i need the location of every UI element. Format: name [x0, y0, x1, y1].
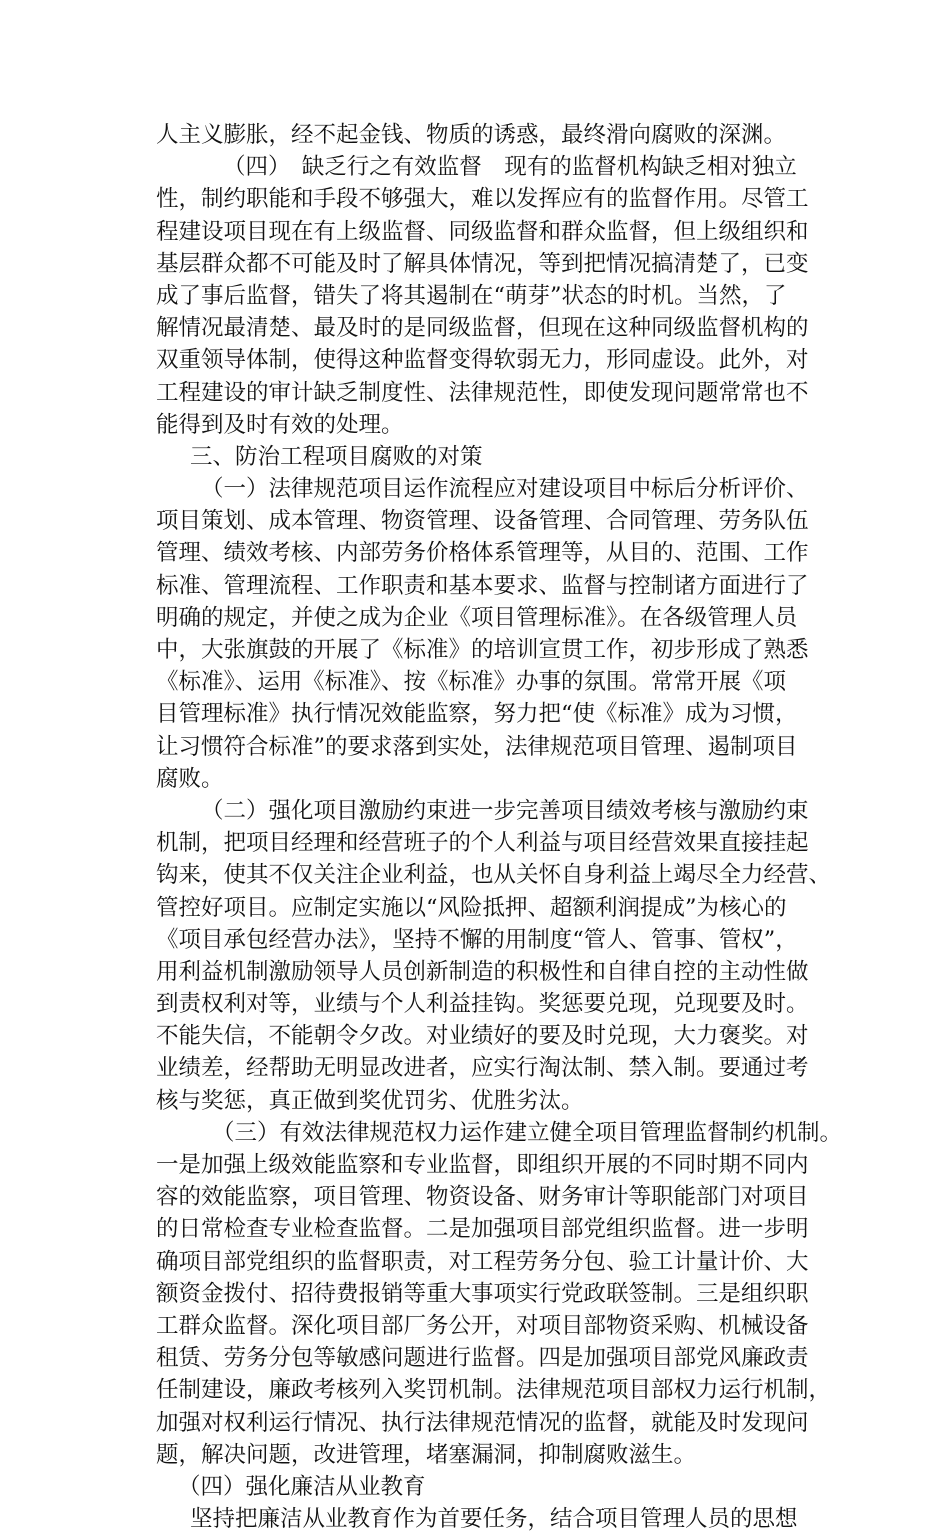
text-line: 让习惯符合标准”的要求落到实处，法律规范项目管理、遏制项目	[156, 733, 798, 760]
text-line: 任制建设，廉政考核列入奖罚机制。法律规范项目部权力运行机制，	[156, 1377, 832, 1404]
text-line: 钩来，使其不仅关注企业利益，也从关怀自身利益上竭尽全力经营、	[156, 862, 832, 889]
text-line: 成了事后监督，错失了将其遏制在“萌芽”状态的时机。当然，了	[156, 282, 787, 309]
text-line: 中，大张旗鼓的开展了《标准》的培训宣贯工作，初步形成了熟悉	[156, 637, 809, 663]
text-line: 目管理标准》执行情况效能监察，努力把“使《标准》成为习惯，	[156, 701, 798, 728]
text-line: 容的效能监察，项目管理、物资设备、财务审计等职能部门对项目	[156, 1184, 809, 1211]
text-line: 人主义膨胀，经不起金钱、物质的诱惑，最终滑向腐败的深渊。	[156, 122, 787, 148]
text-line: 一是加强上级效能监察和专业监督，即组织开展的不同时期不同内	[156, 1152, 809, 1178]
section-heading: （四）强化廉洁从业教育	[178, 1473, 426, 1500]
text-line: （一）法律规范项目运作流程应对建设项目中标后分析评价、	[201, 476, 809, 503]
text-line: 核与奖惩，真正做到奖优罚劣、优胜劣汰。	[156, 1087, 584, 1114]
text-line: 用利益机制激励领导人员创新制造的积极性和自律自控的主动性做	[156, 958, 809, 985]
text-line: 标准、管理流程、工作职责和基本要求、监督与控制诸方面进行了	[156, 572, 809, 599]
text-line: 双重领导体制，使得这种监督变得软弱无力，形同虚设。此外，对	[156, 347, 809, 374]
text-line: 不能失信，不能朝令夕改。对业绩好的要及时兑现，大力褒奖。对	[156, 1023, 809, 1050]
text-line: 解情况最清楚、最及时的是同级监督，但现在这种同级监督机构的	[156, 315, 809, 342]
document-body	[156, 119, 843, 1535]
section-heading: 三、防治工程项目腐败的对策	[190, 443, 483, 470]
text-line: 业绩差，经帮助无明显改进者，应实行淘汰制、禁入制。要通过考	[156, 1055, 809, 1082]
text-line: 额资金拨付、招待费报销等重大事项实行党政联签制。三是组织职	[156, 1280, 809, 1307]
text-line: 的日常检查专业检查监督。二是加强项目部党组织监督。进一步明	[156, 1216, 809, 1243]
text-line: 租赁、劳务分包等敏感问题进行监督。四是加强项目部党风廉政责	[156, 1345, 809, 1372]
text-line: （二）强化项目激励约束进一步完善项目绩效考核与激励约束	[201, 797, 809, 824]
text-line: 机制，把项目经理和经营班子的个人利益与项目经营效果直接挂起	[156, 830, 809, 857]
text-line: 《标准》、运用《标准》、按《标准》办事的氛围。常常开展《项	[156, 669, 787, 696]
text-line: 题，解决问题，改进管理，堵塞漏洞，抑制腐败滋生。	[156, 1441, 697, 1468]
text-line: 《项目承包经营办法》，坚持不懈的用制度“管人、管事、管权”，	[156, 926, 798, 953]
text-line: （四） 缺乏行之有效监督 现有的监督机构缺乏相对独立	[223, 154, 797, 181]
text-line: 管理、绩效考核、内部劳务价格体系管理等，从目的、范围、工作	[156, 540, 809, 567]
text-line: 加强对权利运行情况、执行法律规范情况的监督，就能及时发现问	[156, 1409, 809, 1436]
text-line: （三）有效法律规范权力运作建立健全项目管理监督制约机制。	[212, 1119, 843, 1146]
text-line: 管控好项目。应制定实施以“风险抵押、超额利润提成”为核心的	[156, 894, 787, 921]
text-line: 工程建设的审计缺乏制度性、法律规范性，即使发现问题常常也不	[156, 379, 809, 406]
text-line: 明确的规定，并使之成为企业《项目管理标准》。在各级管理人员	[156, 604, 798, 631]
text-line: 坚持把廉洁从业教育作为首要任务，结合项目管理人员的思想	[190, 1506, 798, 1533]
text-line: 程建设项目现在有上级监督、同级监督和群众监督，但上级组织和	[156, 218, 809, 245]
text-line: 工群众监督。深化项目部厂务公开，对项目部物资采购、机械设备	[156, 1312, 809, 1339]
text-line: 项目策划、成本管理、物资管理、设备管理、合同管理、劳务队伍	[156, 508, 809, 535]
text-line: 腐败。	[156, 765, 224, 792]
text-line: 到责权利对等，业绩与个人利益挂钩。奖惩要兑现，兑现要及时。	[156, 991, 809, 1018]
text-line: 性，制约职能和手段不够强大，难以发挥应有的监督作用。尽管工	[156, 186, 809, 213]
text-line: 确项目部党组织的监督职责，对工程劳务分包、验工计量计价、大	[156, 1248, 809, 1275]
text-line: 能得到及时有效的处理。	[156, 411, 404, 438]
text-line: 基层群众都不可能及时了解具体情况，等到把情况搞清楚了，已变	[156, 250, 809, 277]
